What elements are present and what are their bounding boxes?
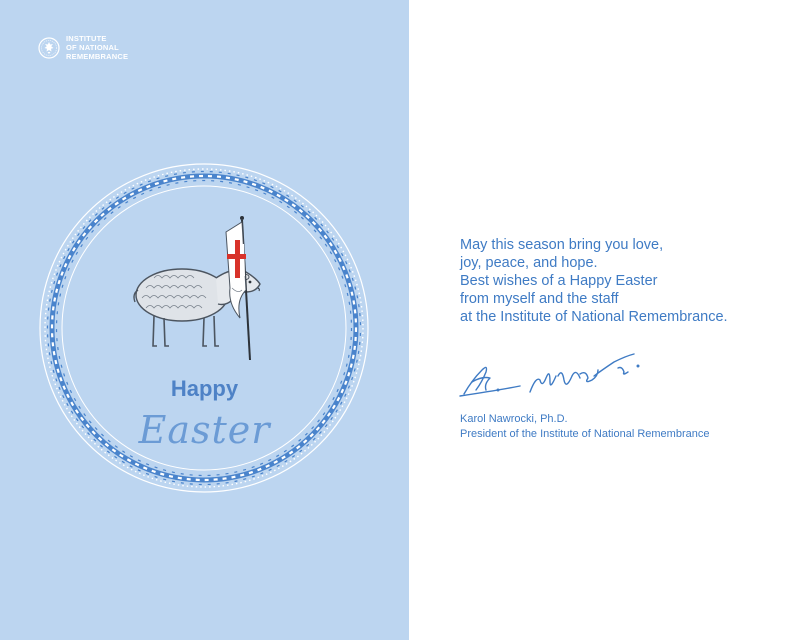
logo-text bbox=[66, 34, 128, 61]
happy-heading: Happy bbox=[170, 376, 239, 401]
message-line: May this season bring you love, bbox=[460, 237, 664, 253]
message-line: at the Institute of National Remembrance. bbox=[460, 309, 728, 325]
message-line: Best wishes of a Happy Easter bbox=[460, 273, 658, 289]
logo-line-1: INSTITUTE bbox=[66, 34, 107, 43]
signatory-block bbox=[460, 412, 709, 442]
easter-heading: Easter bbox=[138, 408, 271, 452]
greeting-message bbox=[460, 236, 728, 326]
ipn-logo bbox=[38, 34, 128, 61]
eagle-emblem-icon bbox=[38, 37, 60, 59]
logo-line-2: OF NATIONAL bbox=[66, 43, 119, 52]
lamb-with-banner-icon bbox=[134, 216, 260, 360]
handwritten-signature bbox=[458, 346, 658, 402]
logo-line-3: REMEMBRANCE bbox=[66, 52, 129, 61]
message-line: joy, peace, and hope. bbox=[460, 255, 598, 271]
signatory-name: Karol Nawrocki, Ph.D. bbox=[460, 413, 568, 425]
message-line: from myself and the staff bbox=[460, 291, 619, 307]
signatory-title: President of the Institute of National Remembrance bbox=[460, 428, 710, 440]
